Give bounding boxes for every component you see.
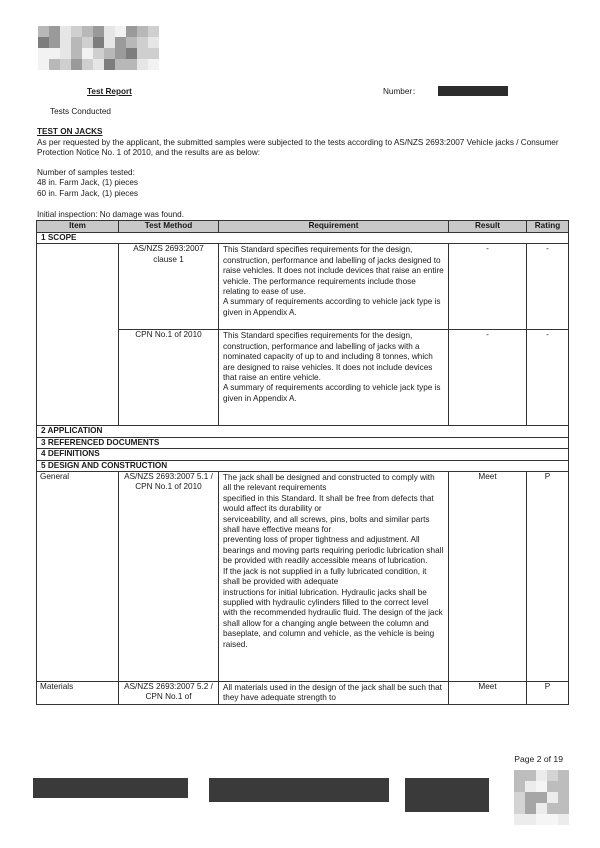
initial-inspection: Initial inspection: No damage was found. [37,210,185,219]
mosaic-cell [514,814,525,825]
table-row [37,682,569,705]
section-referenced-documents: 3 REFERENCED DOCUMENTS [37,437,569,448]
requirement-text: This Standard specifies requirements for the design, construction, performance and labelling of jacks designed to raise vehicles. It does not include devices that raise an entire vehicle. The performance requirements include those relating to ease of use. A summary of requirements according to vehicle jack type is given in Appendix A. [223,245,444,317]
header-rating: Rating [527,221,569,233]
mosaic-cell [137,37,148,48]
mosaic-cell [148,48,159,59]
header-result: Result [449,221,527,233]
header-requirement: Requirement [219,221,449,233]
mosaic-cell [148,59,159,70]
section-scope: 1 SCOPE [37,233,569,244]
cell-requirement: All materials used in the design of the jack shall be such that they have adequate strength to [219,682,449,705]
mosaic-cell [49,59,60,70]
mosaic-cell [38,48,49,59]
section-row [37,460,569,471]
cell-method: AS/NZS 2693:2007 5.1 / CPN No.1 of 2010 [119,472,219,682]
table-row [37,244,569,330]
mosaic-cell [93,37,104,48]
mosaic-cell [60,37,71,48]
mosaic-cell [115,26,126,37]
cell-requirement [219,244,449,330]
cell-item: General [37,472,119,682]
mosaic-cell [126,26,137,37]
redacted-report-number [438,86,508,96]
mosaic-cell [558,814,569,825]
mosaic-cell [82,59,93,70]
mosaic-cell [49,37,60,48]
mosaic-cell [148,26,159,37]
redacted-footer-block [405,778,489,812]
mosaic-cell [126,37,137,48]
mosaic-cell [514,770,525,781]
section-definitions: 4 DEFINITIONS [37,449,569,460]
header-item: Item [37,221,119,233]
company-logo [38,26,160,68]
requirement-text: This Standard specifies requirements for the design, construction, performance and labelling of jacks with a nominated capacity of up to and including 8 tonnes, which are designed to raise vehicles. It does not include devices that raise an entire vehicle. A summary of requirements according to vehicle jack type is given in Appendix A. [223,331,441,403]
mosaic-cell [93,59,104,70]
mosaic-cell [60,48,71,59]
section-row [37,426,569,437]
cell-rating: - [527,330,569,426]
mosaic-cell [536,781,547,792]
mosaic-cell [115,59,126,70]
mosaic-cell [38,26,49,37]
mosaic-cell [82,37,93,48]
mosaic-cell [137,26,148,37]
cell-item [37,244,119,426]
mosaic-cell [104,37,115,48]
mosaic-cell [93,48,104,59]
mosaic-cell [82,48,93,59]
mosaic-cell [525,770,536,781]
page-number: Page 2 of 19 [514,754,563,764]
mosaic-cell [71,48,82,59]
cell-result: - [449,244,527,330]
cell-rating: - [527,244,569,330]
table-header-row [37,221,569,233]
mosaic-cell [525,781,536,792]
cell-requirement [219,472,449,682]
mosaic-cell [536,814,547,825]
mosaic-cell [104,26,115,37]
mosaic-cell [558,792,569,803]
header-test-method: Test Method [119,221,219,233]
mosaic-cell [558,781,569,792]
mosaic-cell [71,59,82,70]
samples-heading: Number of samples tested: [37,168,135,177]
mosaic-cell [547,770,558,781]
cell-requirement [219,330,449,426]
section-design-construction: 5 DESIGN AND CONSTRUCTION [37,460,569,471]
cell-method: CPN No.1 of 2010 [119,330,219,426]
cell-rating: P [527,682,569,705]
mosaic-cell [525,803,536,814]
report-title: Test Report [87,87,132,96]
mosaic-cell [49,48,60,59]
requirement-text: The jack shall be designed and constructed to comply with all the relevant requirements specified in this Standard. It shall be free from defects that would affect its durability or serviceability, and all screws, pins, bolts and similar parts shall have effective means for preventing loss of proper tightness and adjustment. All bearings and moving parts requiring periodic lubrication shall be provided with readily accessible means of lubrication. If the jack is not supplied in a fully lubricated condition, it shall be provided with adequate instructions for initial lubrication. Hydraulic jacks shall be supplied with hydraulic cylinders filled to the correct level with the recommended hydraulic fluid. The design of the jack shall allow for a changing angle between the column and baseplate, and column and vehicle, as the vehicle is being raised. [223,473,444,649]
mosaic-cell [137,48,148,59]
mosaic-cell [60,59,71,70]
mosaic-cell [126,48,137,59]
redacted-footer-block [209,778,389,802]
section-row [37,233,569,244]
section-application: 2 APPLICATION [37,426,569,437]
mosaic-cell [104,59,115,70]
mosaic-cell [514,792,525,803]
cell-method: AS/NZS 2693:2007 5.2 / CPN No.1 of [119,682,219,705]
table-row [37,472,569,682]
cell-result: - [449,330,527,426]
mosaic-cell [115,37,126,48]
mosaic-cell [547,803,558,814]
cell-rating: P [527,472,569,682]
intro-paragraph: As per requested by the applicant, the submitted samples were subjected to the tests according to AS/NZS 2693:2007 Vehicle jacks / Consumer Protection Notice No. 1 of 2010, and the results are as below: [37,138,559,158]
mosaic-cell [82,26,93,37]
section-title: TEST ON JACKS [37,127,103,136]
mosaic-cell [148,37,159,48]
tests-conducted-label: Tests Conducted [50,107,111,116]
results-table [36,220,569,705]
cell-item: Materials [37,682,119,705]
sample-item: 60 in. Farm Jack, (1) pieces [37,188,139,198]
mosaic-cell [558,803,569,814]
mosaic-cell [126,59,137,70]
mosaic-cell [536,803,547,814]
mosaic-cell [71,37,82,48]
mosaic-cell [60,26,71,37]
mosaic-cell [514,803,525,814]
redacted-footer-block [33,778,188,798]
stamp-mark [514,770,570,820]
mosaic-cell [115,48,126,59]
mosaic-cell [137,59,148,70]
mosaic-cell [536,792,547,803]
samples-block [37,168,138,199]
mosaic-cell [525,792,536,803]
section-row [37,437,569,448]
mosaic-cell [536,770,547,781]
mosaic-cell [547,814,558,825]
mosaic-cell [38,59,49,70]
report-number-label: Number： [383,87,421,96]
mosaic-cell [525,814,536,825]
mosaic-cell [558,770,569,781]
sample-item: 48 in. Farm Jack, (1) pieces [37,178,139,188]
mosaic-cell [38,37,49,48]
section-row [37,449,569,460]
cell-method: AS/NZS 2693:2007 clause 1 [119,244,219,330]
mosaic-cell [104,48,115,59]
mosaic-cell [71,26,82,37]
mosaic-cell [49,26,60,37]
mosaic-cell [547,792,558,803]
cell-result: Meet [449,682,527,705]
cell-result: Meet [449,472,527,682]
mosaic-cell [547,781,558,792]
mosaic-cell [93,26,104,37]
mosaic-cell [514,781,525,792]
